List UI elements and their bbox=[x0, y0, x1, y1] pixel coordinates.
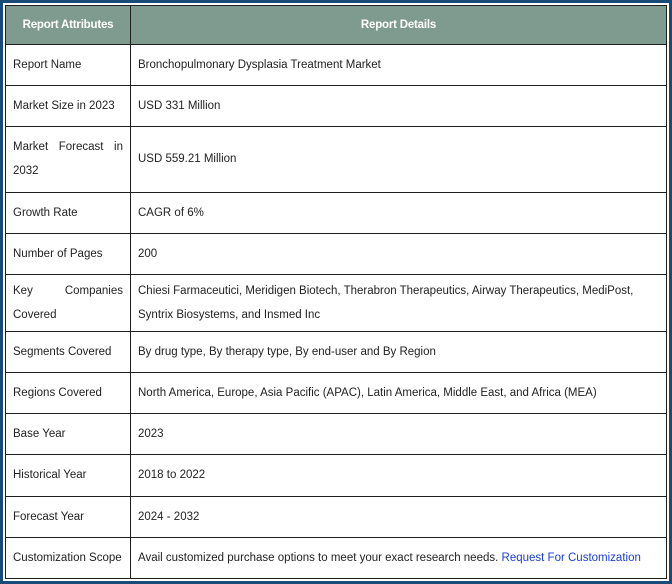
attribute-number-of-pages: Number of Pages bbox=[6, 233, 131, 274]
table-row bbox=[6, 455, 667, 496]
detail-base-year: 2023 bbox=[131, 414, 667, 455]
detail-forecast-year: 2024 - 2032 bbox=[131, 496, 667, 537]
request-customization-link[interactable]: Request For Customization bbox=[501, 551, 641, 564]
table-header-row bbox=[6, 6, 667, 45]
table-row bbox=[6, 414, 667, 455]
table-row bbox=[6, 45, 667, 86]
attribute-segments-covered: Segments Covered bbox=[6, 332, 131, 373]
attribute-base-year: Base Year bbox=[6, 414, 131, 455]
header-report-attributes: Report Attributes bbox=[6, 6, 131, 45]
table-row bbox=[6, 233, 667, 274]
attribute-market-size: Market Size in 2023 bbox=[6, 86, 131, 127]
detail-number-of-pages: 200 bbox=[131, 233, 667, 274]
customization-scope-text: Avail customized purchase options to meet your exact research needs. bbox=[138, 551, 499, 564]
detail-key-companies: Chiesi Farmaceutici, Meridigen Biotech, Therabron Therapeutics, Airway Therapeutics, MediPost, Syntrix Biosystems, and Insmed Inc bbox=[131, 274, 667, 331]
report-attributes-table bbox=[5, 5, 667, 579]
attribute-forecast-year: Forecast Year bbox=[6, 496, 131, 537]
attribute-growth-rate: Growth Rate bbox=[6, 192, 131, 233]
attribute-regions-covered: Regions Covered bbox=[6, 373, 131, 414]
table-row bbox=[6, 274, 667, 331]
attribute-key-companies: Key Companies Covered bbox=[6, 274, 131, 331]
table-row bbox=[6, 127, 667, 192]
attribute-report-name: Report Name bbox=[6, 45, 131, 86]
table-row bbox=[6, 373, 667, 414]
header-report-details: Report Details bbox=[131, 6, 667, 45]
table-row bbox=[6, 537, 667, 578]
attribute-market-forecast: Market Forecast in 2032 bbox=[6, 127, 131, 192]
table-row bbox=[6, 192, 667, 233]
detail-historical-year: 2018 to 2022 bbox=[131, 455, 667, 496]
table-row bbox=[6, 496, 667, 537]
detail-market-size: USD 331 Million bbox=[131, 86, 667, 127]
detail-report-name: Bronchopulmonary Dysplasia Treatment Market bbox=[131, 45, 667, 86]
detail-customization-scope bbox=[131, 537, 667, 578]
detail-growth-rate: CAGR of 6% bbox=[131, 192, 667, 233]
table-row bbox=[6, 86, 667, 127]
attribute-historical-year: Historical Year bbox=[6, 455, 131, 496]
detail-market-forecast: USD 559.21 Million bbox=[131, 127, 667, 192]
detail-segments-covered: By drug type, By therapy type, By end-user and By Region bbox=[131, 332, 667, 373]
detail-regions-covered: North America, Europe, Asia Pacific (APAC), Latin America, Middle East, and Africa (MEA) bbox=[131, 373, 667, 414]
table-row bbox=[6, 332, 667, 373]
attribute-customization-scope: Customization Scope bbox=[6, 537, 131, 578]
